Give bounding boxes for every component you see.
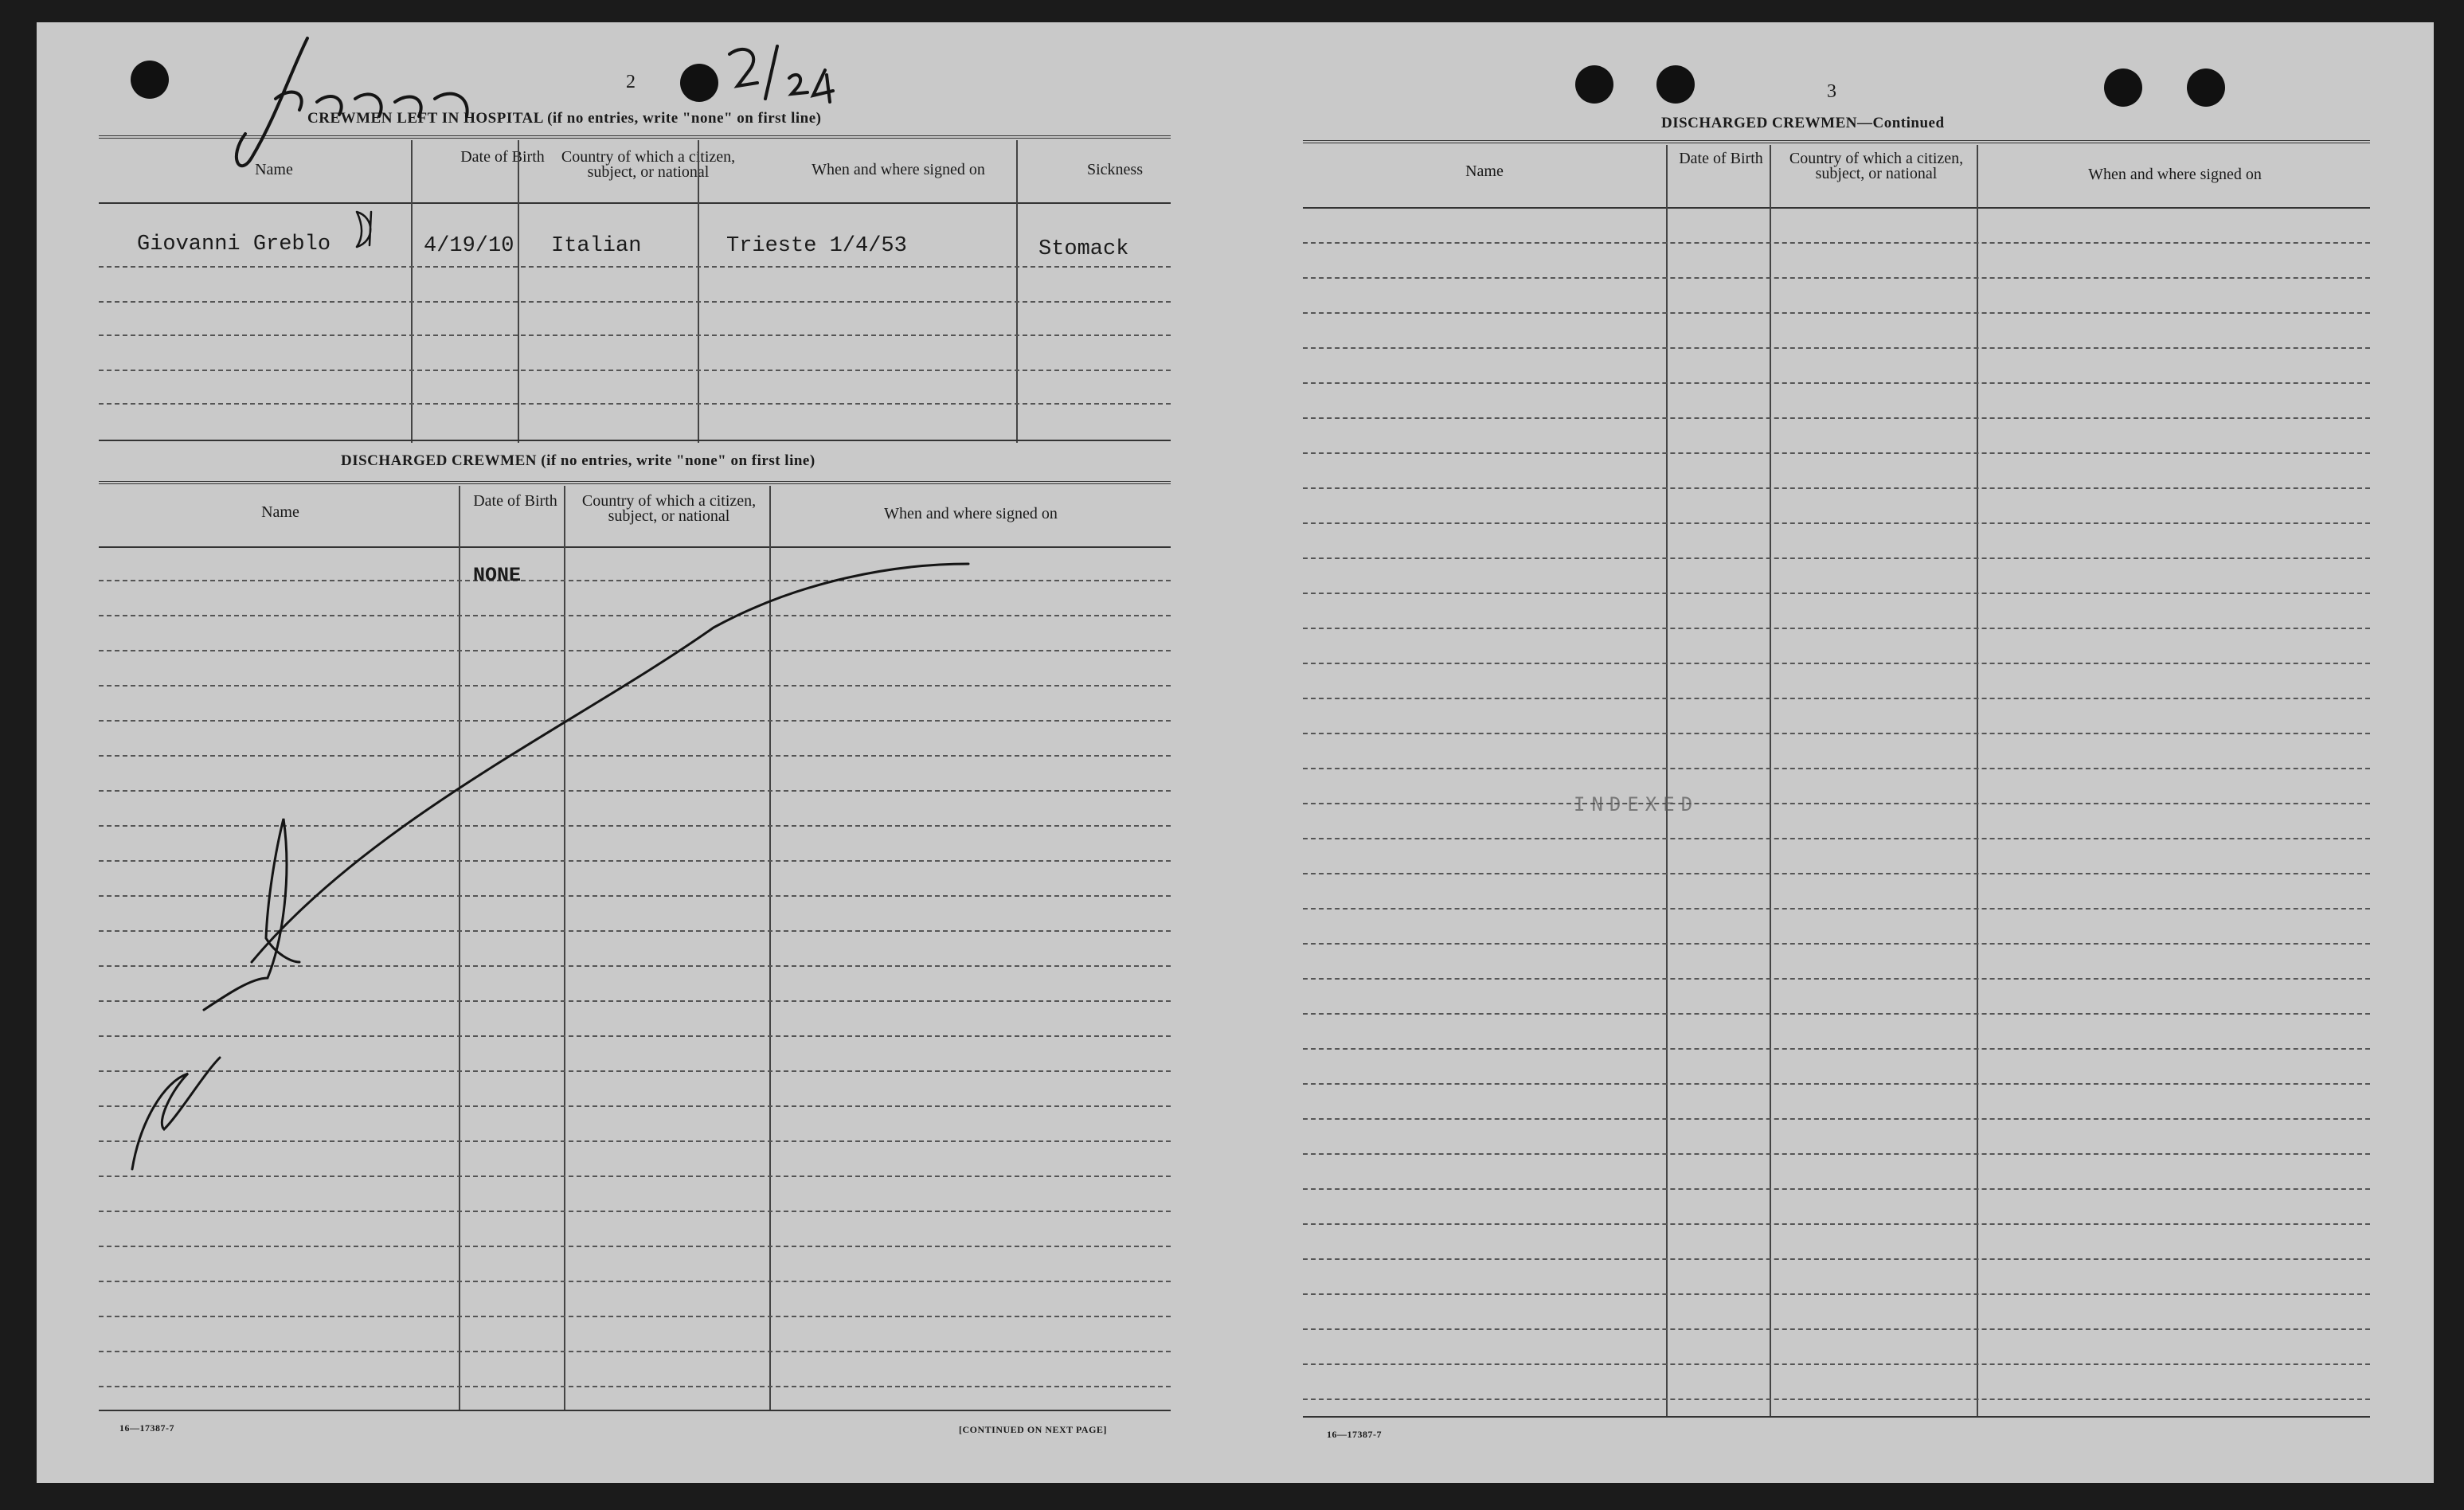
discharged-title-text: DISCHARGED CREWMEN: [341, 452, 537, 469]
janova-handwriting: [237, 38, 467, 166]
page-number: 3: [1827, 81, 1836, 102]
hospital-title-text: CREWMEN LEFT IN HOSPITAL: [307, 110, 543, 127]
date-handwriting: [729, 46, 833, 102]
crewman-signed-on: Trieste 1/4/53: [726, 234, 907, 258]
header-country: Country of which a citizen, subject, or national: [1789, 150, 1964, 182]
indexed-stamp: INDEXED: [1574, 793, 1699, 816]
discharged-title-instruction: (if no entries, write "none" on first line): [541, 452, 815, 469]
header-signed-on: When and where signed on: [884, 505, 1058, 522]
form-number: 16—17387-7: [119, 1422, 174, 1434]
header-country: Country of which a citizen, subject, or national: [561, 148, 736, 181]
handwriting-overlay: [37, 22, 2434, 1483]
header-dob: Date of Birth: [1679, 150, 1763, 167]
continued-note: [CONTINUED ON NEXT PAGE]: [959, 1424, 1107, 1435]
header-signed-on: When and where signed on: [812, 161, 985, 178]
crewman-country: Italian: [551, 234, 642, 258]
crewman-dob: 4/19/10: [424, 234, 514, 258]
header-name: Name: [1465, 162, 1504, 180]
right-title-text: DISCHARGED CREWMEN: [1661, 115, 1857, 131]
initials-handwriting: [357, 212, 371, 247]
header-country: Country of which a citizen, subject, or national: [581, 492, 757, 525]
header-dob: Date of Birth: [460, 148, 545, 166]
header-name: Name: [255, 161, 293, 178]
crewman-sickness: Stomack: [1038, 237, 1129, 261]
document-paper: [37, 22, 2434, 1483]
hospital-title-instruction: (if no entries, write "none" on first line): [547, 110, 822, 127]
crewman-name: Giovanni Greblo: [137, 233, 331, 256]
header-sickness: Sickness: [1087, 161, 1143, 178]
form-number: 16—17387-7: [1327, 1429, 1382, 1440]
page-number: 2: [626, 72, 636, 92]
header-name: Name: [261, 503, 299, 521]
header-dob: Date of Birth: [473, 492, 557, 510]
none-entry: NONE: [473, 564, 522, 587]
scribble-handwriting: [132, 819, 299, 1169]
header-signed-on: When and where signed on: [2088, 166, 2262, 183]
right-title-suffix: —Continued: [1857, 115, 1945, 131]
cancel-stroke: [252, 564, 968, 962]
